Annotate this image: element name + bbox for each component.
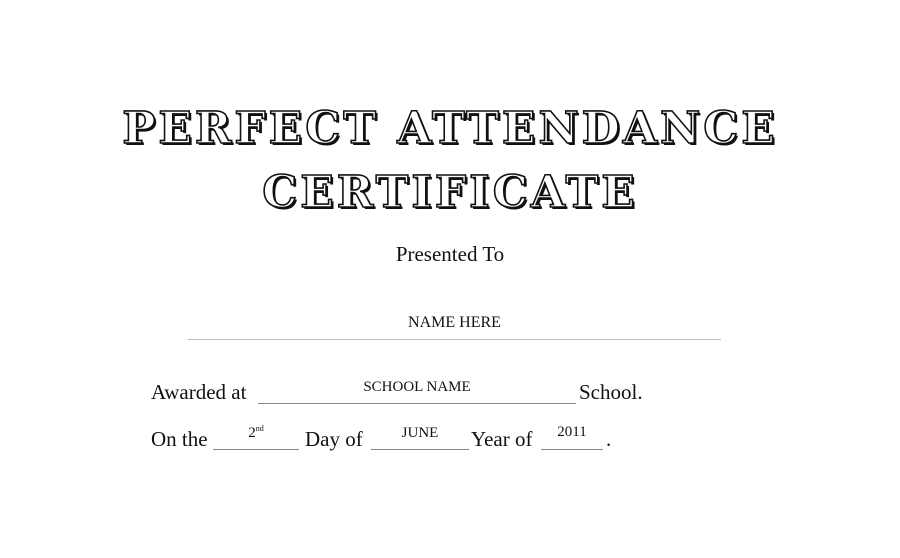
day-ordinal-suffix: nd <box>255 424 264 433</box>
year-of-label: Year of <box>471 427 533 451</box>
certificate-title-line-1: PERFECT ATTENDANCE <box>122 103 778 154</box>
recipient-name: NAME HERE <box>408 314 501 331</box>
on-the-label: On the <box>151 427 208 451</box>
recipient-name-underline <box>188 339 721 340</box>
day-of-label: Day of <box>305 427 363 451</box>
day-number-value <box>213 424 299 442</box>
presented-to-label: Presented To <box>395 242 505 266</box>
year-value: 2011 <box>557 424 587 440</box>
school-suffix: School. <box>579 380 643 404</box>
school-name-value: SCHOOL NAME <box>363 379 471 395</box>
certificate-title-line-2: CERTIFICATE <box>262 167 638 218</box>
day-number: 2 <box>248 425 256 441</box>
end-period: . <box>606 427 612 451</box>
awarded-at-label: Awarded at <box>151 380 247 404</box>
month-value: JUNE <box>401 425 439 441</box>
